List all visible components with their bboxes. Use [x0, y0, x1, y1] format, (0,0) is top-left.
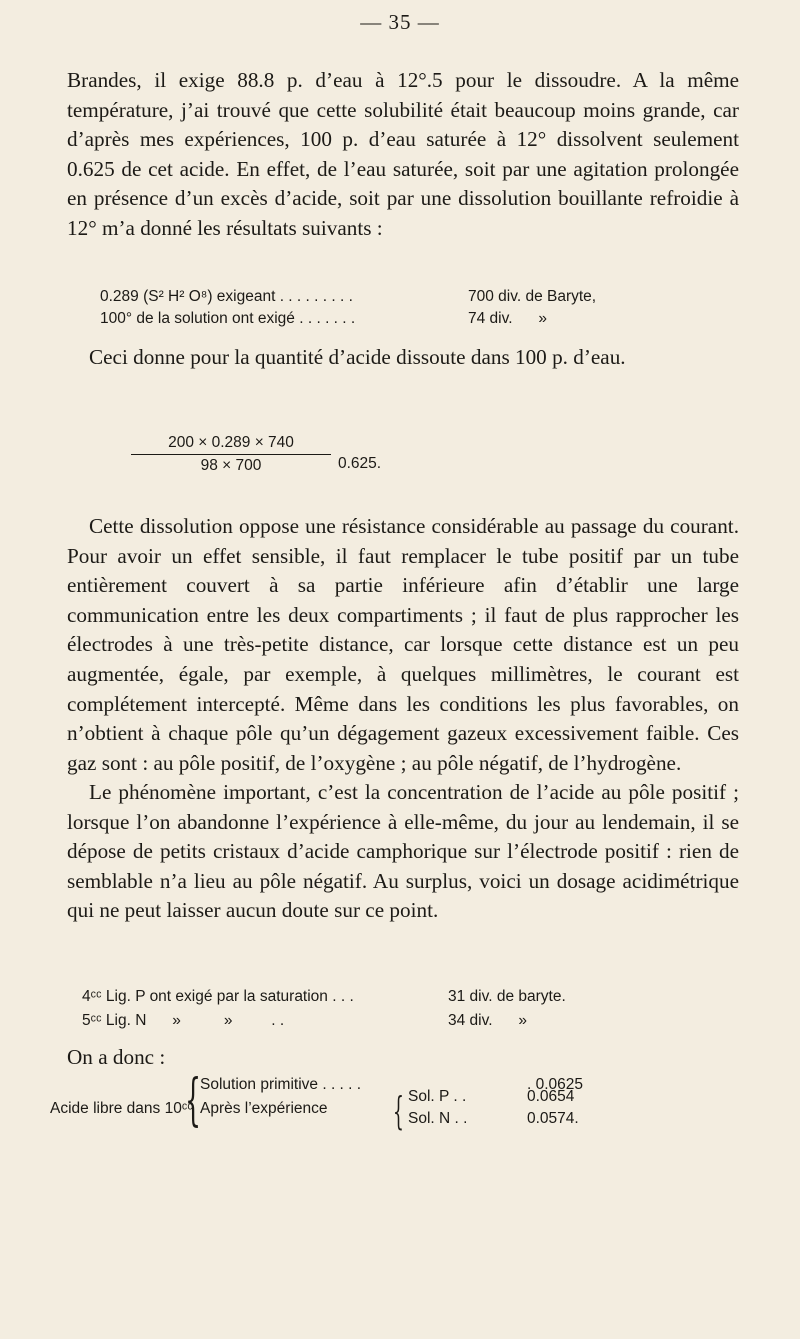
paragraph-phenomene: [67, 778, 739, 926]
formula-denominator: 98 × 700: [200, 457, 262, 474]
measure1-line1-label: 0.289 (S² H² O⁸) exigeant . . . . . . . . .: [100, 288, 353, 305]
page-number: — 35 —: [360, 10, 440, 34]
table-row2-label: Après l’expérience: [200, 1100, 328, 1117]
measure2-line2-value: 34 div. »: [448, 1012, 527, 1029]
formula-fraction: [131, 434, 331, 475]
table-sol-n-value: 0.0574.: [527, 1110, 579, 1127]
paragraph-text: Cette dissolution oppose une résistance considérable au passage du courant. Pour avoir un effet sensible, il faut remplacer le tube positif par un tube entièrement couvert à sa partie inférieure afin d’établir une large communication entre les deux compartiments ; il faut de plus rapprocher les électrodes à une très-petite distance, car lorsque cette distance est un peu augmentée, égale, par exemple, à quelques millimètres, le courant est complétement intercepté. Même dans les conditions les plus favorables, on n’obtient à chaque pôle qu’un dégagement gazeux excessivement faible. Ces gaz sont : au pôle positif, de l’oxygène ; au pôle négatif, de l’hydrogène.: [67, 514, 739, 775]
table-sol-n-label: Sol. N . .: [408, 1110, 468, 1127]
measure2-line1-label: 4ᶜᶜ Lig. P ont exigé par la saturation . . .: [82, 988, 354, 1005]
left-brace-icon: {: [185, 1068, 202, 1133]
measure2-line2-label: 5ᶜᶜ Lig. N » » . .: [82, 1012, 285, 1029]
left-brace-small-icon: {: [393, 1089, 404, 1133]
paragraph-text: Le phénomène important, c’est la concentration de l’acide au pôle positif ; lorsque l’on abandonne l’expérience à elle-même, du jour au lendemain, il se dépose de petits cristaux d’acide camphorique sur l’électrode positif : rien de semblable n’a lieu au pôle négatif. Au surplus, voici un dosage acidimétrique qui ne peut laisser aucun doute sur ce point.: [67, 780, 739, 923]
paragraph-ceci-donne: [67, 343, 739, 373]
measure2-line1-value: 31 div. de baryte.: [448, 988, 566, 1005]
table-row1-label: Solution primitive . . . . .: [200, 1076, 362, 1093]
table-row1-value: . 0.0625: [527, 1076, 584, 1093]
paragraph-brandes: [67, 66, 739, 244]
table-sol-p-label: Sol. P . .: [408, 1088, 467, 1105]
formula-numerator: 200 × 0.289 × 740: [131, 434, 331, 455]
measure1-line1-value: 700 div. de Baryte,: [468, 288, 597, 305]
paragraph-text: Brandes, il exige 88.8 p. d’eau à 12°.5 pour le dissoudre. A la même température, j’ai trouvé que cette solubilité était beaucoup moins grande, car d’après mes expériences, 100 p. d’eau saturée à 12° dissolvent seulement 0.625 de cet acide. En effet, de l’eau saturée, soit par une agitation prolongée en présence d’un excès d’acide, soit par une dissolution bouillante refroidie à 12° m’a donné les résultats suivants :: [67, 68, 739, 240]
formula-result: 0.625.: [338, 455, 382, 472]
table-left-label: Acide libre dans 10ᶜᶜ: [50, 1100, 193, 1117]
on-a-donc-label: On a donc :: [67, 1045, 166, 1069]
table-sol-p-value: 0.0654: [527, 1088, 575, 1105]
paragraph-text: Ceci donne pour la quantité d’acide dissoute dans 100 p. d’eau.: [89, 345, 626, 369]
measure1-line2-label: 100° de la solution ont exigé . . . . . . .: [100, 310, 356, 327]
measure1-line2-value: 74 div. »: [468, 310, 547, 327]
paragraph-dissolution: [67, 512, 739, 778]
